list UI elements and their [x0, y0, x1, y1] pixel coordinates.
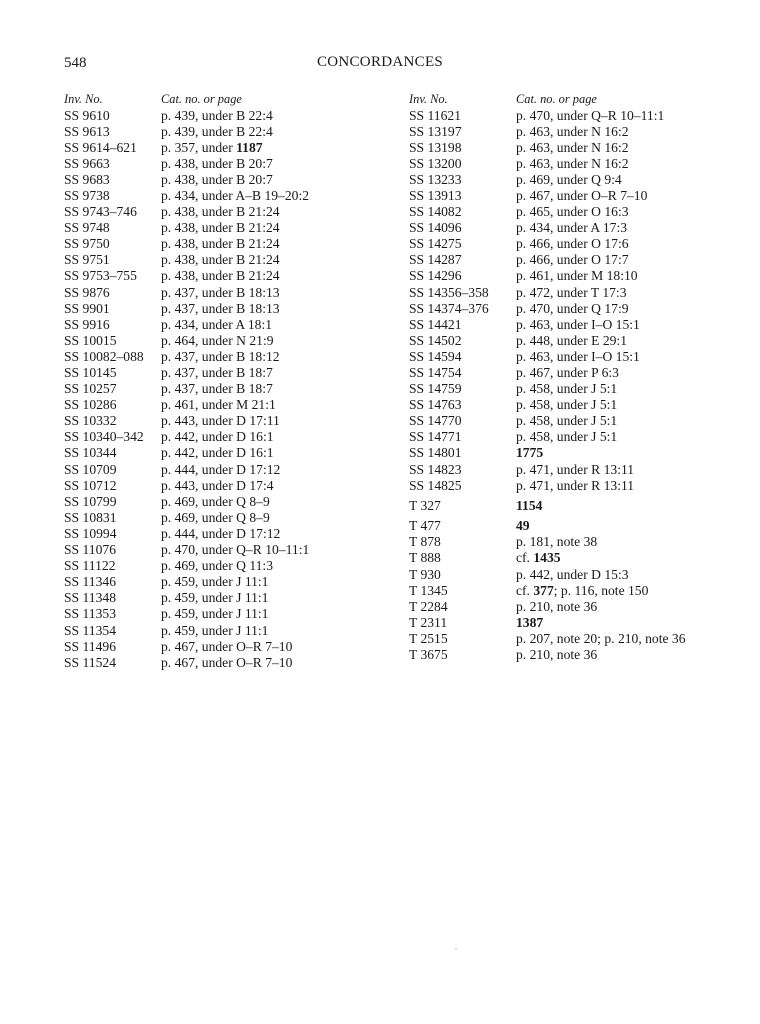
concordance-row: [64, 413, 309, 429]
concordance-row: [409, 599, 686, 615]
reference-text: p. 459, under J 11:1: [161, 606, 269, 622]
catalogue-reference: [161, 365, 273, 381]
reference-text: p. 467, under O–R 7–10: [161, 638, 293, 654]
reference-text: p. 467, under O–R 7–10: [516, 187, 648, 203]
concordance-row: [64, 510, 309, 526]
inv-no-header: Inv. No.: [64, 92, 103, 106]
inv-number: SS 11524: [64, 654, 116, 670]
reference-text: p. 461, under M 21:1: [161, 397, 276, 413]
reference-text: p. 463, under N 16:2: [516, 155, 629, 171]
concordance-row: [64, 429, 309, 445]
concordance-row: [409, 204, 686, 220]
concordance-row: [64, 478, 309, 494]
inv-number: SS 10257: [64, 381, 117, 397]
reference-text: p. 438, under B 21:24: [161, 220, 280, 236]
catalogue-number: 1435: [533, 550, 561, 566]
reference-text: p. 464, under N 21:9: [161, 332, 274, 348]
catalogue-reference: [161, 188, 309, 204]
reference-text: p. 469, under Q 8–9: [161, 493, 270, 509]
catalogue-reference: [161, 236, 280, 252]
inv-number: SS 10799: [64, 493, 117, 509]
catalogue-reference: [516, 365, 619, 381]
reference-text: p. 438, under B 21:24: [161, 204, 280, 220]
reference-text: p. 442, under D 16:1: [161, 445, 274, 461]
catalogue-reference: [161, 429, 274, 445]
concordance-row: [64, 124, 309, 140]
concordance-row: [409, 285, 686, 301]
inv-number: SS 14287: [409, 252, 462, 268]
cat-no-header: Cat. no. or page: [516, 92, 597, 106]
inv-number: SS 14763: [409, 397, 462, 413]
inv-number: SS 9753–755: [64, 268, 137, 284]
catalogue-reference: [161, 639, 292, 655]
concordance-row: [409, 381, 686, 397]
inv-number: SS 9663: [64, 155, 110, 171]
concordance-row: [64, 494, 309, 510]
inv-number: T 3675: [409, 647, 448, 662]
catalogue-reference: [516, 172, 622, 188]
inv-number: SS 14771: [409, 429, 462, 445]
catalogue-reference: [516, 494, 542, 519]
catalogue-reference: [516, 397, 617, 413]
concordance-row: [64, 381, 309, 397]
reference-text: p. 459, under J 11:1: [161, 622, 269, 638]
concordance-row: [409, 349, 686, 365]
reference-text: p. 181, note 38: [516, 534, 598, 550]
inv-number: SS 9876: [64, 284, 110, 300]
reference-text: p. 434, under A–B 19–20:2: [161, 187, 310, 203]
reference-text: p. 442, under D 16:1: [161, 429, 274, 445]
concordance-row: [64, 108, 309, 124]
catalogue-number: 1775: [516, 445, 544, 461]
reference-text: p. 458, under J 5:1: [516, 429, 618, 445]
concordance-row: [409, 236, 686, 252]
inv-number: SS 14754: [409, 365, 462, 380]
reference-text: p. 459, under J 11:1: [161, 590, 269, 606]
catalogue-reference: [516, 349, 640, 365]
catalogue-number: 1154: [516, 497, 543, 513]
inv-number: SS 14594: [409, 348, 462, 364]
concordance-row: [409, 268, 686, 284]
inv-number: SS 9683: [64, 171, 110, 187]
catalogue-reference: [516, 518, 530, 534]
concordance-row: [64, 268, 309, 284]
catalogue-reference: [516, 615, 543, 631]
catalogue-reference: [516, 445, 543, 461]
reference-text: p. 439, under B 22:4: [161, 123, 273, 139]
catalogue-reference: [516, 156, 629, 172]
catalogue-reference: [161, 317, 272, 333]
inv-number: SS 9901: [64, 300, 110, 316]
concordance-row: [64, 365, 309, 381]
concordance-row: [64, 236, 309, 252]
concordance-row: [64, 606, 309, 622]
catalogue-reference: [516, 268, 638, 284]
inv-number: T 1345: [409, 582, 448, 598]
concordance-row: [409, 252, 686, 268]
catalogue-reference: [516, 285, 627, 301]
reference-text: p. 438, under B 21:24: [161, 236, 280, 252]
inv-number: SS 14823: [409, 461, 462, 477]
reference-text: p. 437, under B 18:7: [161, 381, 273, 397]
concordance-row: [64, 204, 309, 220]
inv-number: T 930: [409, 566, 441, 582]
catalogue-reference: [161, 220, 280, 236]
concordance-row: [64, 639, 309, 655]
catalogue-reference: [161, 140, 263, 156]
inv-number: SS 11496: [64, 638, 116, 654]
catalogue-number: 1187: [236, 139, 263, 155]
inv-number: SS 14801: [409, 445, 462, 461]
inv-number: SS 14082: [409, 204, 462, 220]
catalogue-reference: [161, 349, 280, 365]
catalogue-reference: [516, 333, 627, 349]
concordance-row: [64, 301, 309, 317]
inv-number: SS 14374–376: [409, 300, 489, 316]
catalogue-reference: [516, 188, 647, 204]
reference-text: p. 470, under Q–R 10–11:1: [516, 107, 665, 123]
column-header-row: [409, 91, 686, 108]
concordance-row: [409, 647, 686, 663]
catalogue-reference: [516, 301, 629, 317]
reference-text: p. 470, under Q 17:9: [516, 300, 629, 316]
concordance-row: [409, 140, 686, 156]
concordance-row: [64, 462, 309, 478]
reference-text: p. 438, under B 20:7: [161, 171, 273, 187]
reference-text: p. 469, under Q 11:3: [161, 558, 274, 574]
inv-number: SS 9916: [64, 316, 110, 332]
concordance-column-right: [409, 91, 686, 663]
catalogue-reference: [516, 108, 664, 124]
reference-text: p. 442, under D 15:3: [516, 566, 629, 582]
reference-text: p. 434, under A 18:1: [161, 316, 273, 332]
concordance-row: [409, 220, 686, 236]
inv-number: SS 11621: [409, 107, 461, 123]
reference-text: p. 470, under Q–R 10–11:1: [161, 542, 310, 558]
concordance-row: [64, 349, 309, 365]
page-title: CONCORDANCES: [316, 54, 444, 70]
reference-text: p. 469, under Q 8–9: [161, 509, 270, 525]
catalogue-reference: [161, 478, 274, 494]
concordance-row: [64, 188, 309, 204]
concordance-row: [64, 655, 309, 671]
catalogue-reference: [516, 413, 617, 429]
inv-number: SS 14825: [409, 477, 462, 493]
reference-text: p. 458, under J 5:1: [516, 381, 618, 397]
inv-number: SS 13913: [409, 187, 462, 203]
inv-number: SS 14421: [409, 316, 462, 332]
concordance-row: [64, 574, 309, 590]
concordance-row: [409, 534, 686, 550]
inv-number: T 888: [409, 550, 441, 566]
catalogue-reference: [516, 599, 597, 615]
concordance-row: [409, 365, 686, 381]
catalogue-reference: [161, 526, 280, 542]
reference-text: p. 438, under B 21:24: [161, 268, 280, 284]
inv-number: SS 14759: [409, 381, 462, 397]
catalogue-reference: [516, 381, 617, 397]
inv-number: SS 10145: [64, 365, 117, 380]
reference-text: p. 434, under A 17:3: [516, 220, 628, 236]
reference-text: cf.: [516, 550, 534, 566]
catalogue-reference: [161, 510, 270, 526]
inv-number: SS 13200: [409, 155, 462, 171]
inv-number: SS 13197: [409, 123, 462, 139]
catalogue-reference: [161, 558, 273, 574]
reference-text: p. 463, under I–O 15:1: [516, 316, 640, 332]
concordance-row: [409, 333, 686, 349]
inv-number: T 477: [409, 518, 441, 534]
inv-number: SS 14356–358: [409, 284, 489, 300]
catalogue-reference: [161, 397, 276, 413]
reference-text: p. 472, under T 17:3: [516, 284, 627, 300]
inv-number: T 2515: [409, 630, 448, 646]
reference-text: p. 439, under B 22:4: [161, 107, 273, 123]
inv-number: SS 13198: [409, 139, 462, 155]
concordance-row: [64, 140, 309, 156]
inv-number: SS 9750: [64, 236, 110, 252]
concordance-row: [409, 301, 686, 317]
catalogue-reference: [516, 462, 634, 478]
concordance-row: [64, 285, 309, 301]
reference-text: p. 461, under M 18:10: [516, 268, 638, 284]
concordance-row: [409, 429, 686, 445]
inv-number: SS 10831: [64, 509, 117, 525]
reference-text: p. 471, under R 13:11: [516, 461, 635, 477]
catalogue-reference: [161, 204, 280, 220]
concordance-row: [64, 317, 309, 333]
inv-number: SS 10709: [64, 461, 117, 477]
catalogue-number: 49: [516, 518, 530, 534]
inv-number: SS 11348: [64, 590, 116, 606]
inv-number: SS 10712: [64, 477, 117, 493]
concordance-row: [409, 567, 686, 583]
reference-text: p. 443, under D 17:4: [161, 477, 274, 493]
page-number: 548: [64, 55, 87, 71]
concordance-row: [64, 333, 309, 349]
catalogue-reference: [516, 534, 597, 550]
reference-text-after: ; p. 116, note 150: [553, 582, 649, 598]
concordance-row: [64, 623, 309, 639]
reference-text: p. 438, under B 21:24: [161, 252, 280, 268]
catalogue-reference: [516, 140, 629, 156]
concordance-row: [409, 188, 686, 204]
reference-text: p. 458, under J 5:1: [516, 413, 618, 429]
inv-number: T 2284: [409, 598, 448, 614]
reference-text: p. 437, under B 18:13: [161, 300, 280, 316]
catalogue-reference: [161, 172, 273, 188]
inv-number: SS 10015: [64, 332, 117, 348]
catalogue-reference: [516, 204, 629, 220]
inv-number: SS 11076: [64, 542, 116, 558]
reference-text: p. 471, under R 13:11: [516, 477, 635, 493]
inv-number: SS 10082–088: [64, 348, 144, 364]
inv-number: SS 14096: [409, 220, 462, 236]
concordance-row: [64, 590, 309, 606]
catalogue-reference: [516, 550, 561, 566]
reference-text: p. 467, under O–R 7–10: [161, 654, 293, 670]
concordance-row: [409, 317, 686, 333]
catalogue-reference: [516, 567, 629, 583]
inv-number: SS 9610: [64, 107, 110, 123]
reference-text: p. 444, under D 17:12: [161, 461, 281, 477]
inv-number: SS 9613: [64, 123, 110, 139]
concordance-row: [64, 156, 309, 172]
catalogue-reference: [516, 478, 634, 494]
concordance-row: [409, 156, 686, 172]
reference-text: p. 438, under B 20:7: [161, 155, 273, 171]
concordance-row: [64, 172, 309, 188]
catalogue-reference: [161, 124, 273, 140]
catalogue-reference: [161, 333, 274, 349]
concordance-row: [409, 172, 686, 188]
concordance-row: [409, 413, 686, 429]
concordance-row: [409, 462, 686, 478]
reference-text: p. 465, under O 16:3: [516, 204, 629, 220]
reference-text: p. 357, under: [161, 139, 237, 155]
reference-text: p. 448, under E 29:1: [516, 332, 628, 348]
concordance-row: [64, 526, 309, 542]
concordance-row: [409, 445, 686, 461]
inv-number: SS 14502: [409, 332, 462, 348]
catalogue-reference: [516, 429, 617, 445]
catalogue-reference: [161, 413, 280, 429]
catalogue-reference: [161, 606, 268, 622]
concordance-row: [409, 615, 686, 631]
concordance-row: [64, 542, 309, 558]
inv-number: SS 11346: [64, 574, 116, 590]
catalogue-reference: [161, 494, 270, 510]
catalogue-reference: [516, 124, 629, 140]
reference-text: p. 207, note 20; p. 210, note 36: [516, 630, 686, 646]
inv-number: SS 9743–746: [64, 204, 137, 220]
reference-text: p. 463, under I–O 15:1: [516, 348, 640, 364]
left-rows: [64, 108, 309, 671]
catalogue-reference: [161, 655, 292, 671]
reference-text: p. 437, under B 18:12: [161, 348, 280, 364]
inv-number: SS 11122: [64, 558, 116, 574]
reference-text: p. 466, under O 17:7: [516, 252, 629, 268]
reference-text: p. 210, note 36: [516, 647, 598, 662]
concordance-row: [64, 397, 309, 413]
paper-speck: [455, 948, 457, 950]
reference-text: p. 463, under N 16:2: [516, 123, 629, 139]
concordance-row: [409, 478, 686, 494]
catalogue-reference: [161, 623, 268, 639]
inv-number: SS 9738: [64, 187, 110, 203]
reference-text: p. 210, note 36: [516, 598, 598, 614]
reference-text: cf.: [516, 582, 534, 598]
reference-text: p. 437, under B 18:13: [161, 284, 280, 300]
concordance-row: [409, 518, 686, 534]
inv-number: SS 14275: [409, 236, 462, 252]
catalogue-number: 1387: [516, 614, 544, 630]
right-rows: [409, 108, 686, 664]
catalogue-reference: [161, 156, 273, 172]
concordance-row: [409, 631, 686, 647]
inv-number: SS 14296: [409, 268, 462, 284]
catalogue-reference: [161, 108, 273, 124]
concordance-row: [409, 583, 686, 599]
catalogue-reference: [161, 381, 273, 397]
catalogue-reference: [161, 285, 280, 301]
inv-number: SS 9751: [64, 252, 110, 268]
catalogue-reference: [516, 220, 627, 236]
catalogue-number: 377: [533, 582, 554, 598]
catalogue-reference: [161, 542, 309, 558]
catalogue-reference: [161, 252, 280, 268]
concordance-column-left: [64, 91, 309, 671]
inv-number: SS 10994: [64, 525, 117, 541]
concordance-row: [409, 108, 686, 124]
reference-text: p. 463, under N 16:2: [516, 139, 629, 155]
catalogue-reference: [516, 647, 597, 663]
catalogue-reference: [516, 583, 648, 599]
catalogue-reference: [161, 268, 280, 284]
inv-number: SS 10332: [64, 413, 117, 429]
reference-text: p. 443, under D 17:11: [161, 413, 280, 429]
inv-number: SS 9748: [64, 220, 110, 236]
concordance-row: [409, 494, 686, 519]
cat-no-header: Cat. no. or page: [161, 92, 242, 106]
catalogue-reference: [161, 590, 268, 606]
catalogue-reference: [161, 445, 274, 461]
catalogue-reference: [516, 317, 640, 333]
catalogue-reference: [161, 301, 280, 317]
inv-number: SS 9614–621: [64, 139, 137, 155]
concordance-row: [64, 558, 309, 574]
concordance-row: [409, 397, 686, 413]
inv-number: SS 14770: [409, 413, 462, 429]
reference-text: p. 459, under J 11:1: [161, 574, 269, 590]
concordance-row: [409, 124, 686, 140]
inv-number: SS 10344: [64, 445, 117, 461]
column-header-row: [64, 91, 309, 108]
reference-text: p. 467, under P 6:3: [516, 365, 619, 380]
inv-number: T 878: [409, 534, 441, 550]
concordance-row: [64, 220, 309, 236]
reference-text: p. 469, under Q 9:4: [516, 171, 622, 187]
reference-text: p. 466, under O 17:6: [516, 236, 629, 252]
concordance-row: [409, 550, 686, 566]
reference-text: p. 444, under D 17:12: [161, 525, 281, 541]
concordance-row: [64, 252, 309, 268]
reference-text: p. 458, under J 5:1: [516, 397, 618, 413]
catalogue-reference: [516, 631, 686, 647]
inv-number: SS 10340–342: [64, 429, 144, 445]
inv-no-header: Inv. No.: [409, 92, 448, 106]
catalogue-reference: [161, 574, 268, 590]
catalogue-reference: [516, 252, 629, 268]
catalogue-reference: [161, 462, 280, 478]
inv-number: SS 10286: [64, 397, 117, 413]
inv-number: SS 11353: [64, 606, 116, 622]
inv-number: T 2311: [409, 614, 448, 630]
reference-text: p. 437, under B 18:7: [161, 365, 273, 380]
catalogue-reference: [516, 236, 629, 252]
inv-number: SS 11354: [64, 622, 116, 638]
concordance-row: [64, 445, 309, 461]
inv-number: SS 13233: [409, 171, 462, 187]
inv-number: T 327: [409, 497, 441, 513]
